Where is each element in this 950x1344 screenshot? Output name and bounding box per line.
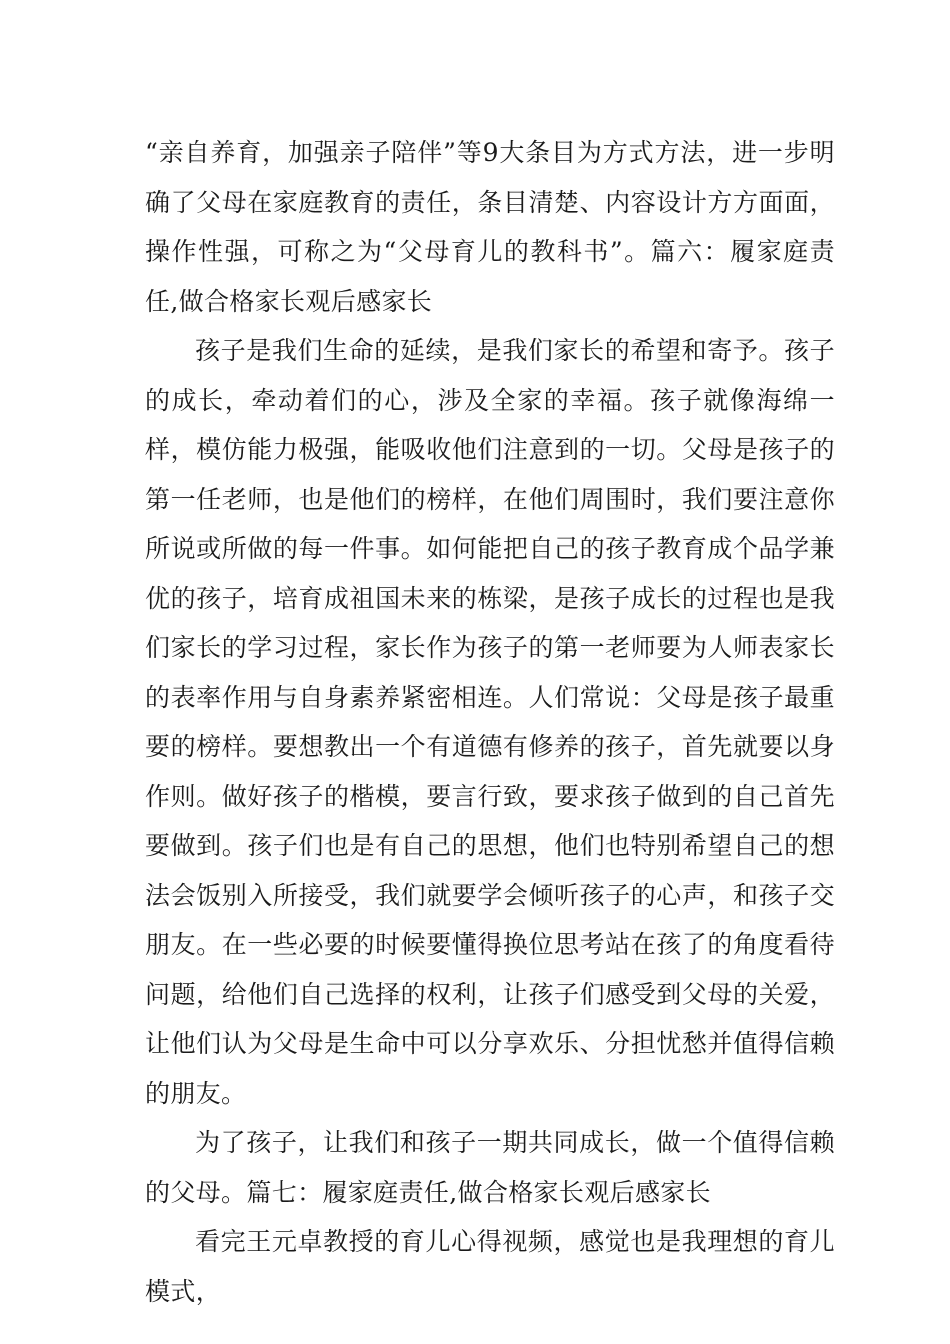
paragraph: 看完王元卓教授的育儿心得视频，感觉也是我理想的育儿模式，	[145, 1227, 835, 1306]
paragraph: 孩子是我们生命的延续，是我们家长的希望和寄予。孩子的成长，牵动着们的心，涉及全家的幸福。孩子就像海绵一样，模仿能力极强，能吸收他们注意到的一切。父母是孩子的第一任老师，也是他们的榜样，在他们周围时，我们要注意你所说或所做的每一件事。如何能把自己的孩子教育成个品学兼优的孩子，培育成祖国未来的栋梁，是孩子成长的过程也是我们家长的学习过程，家长作为孩子的第一老师要为人师表家长的表率作用与自身素养紧密相连。人们常说：父母是孩子最重要的榜样。要想教出一个有道德有修养的孩子，首先就要以身作则。做好孩子的楷模，要言行致，要求孩子做到的自己首先要做到。孩子们也是有自己的思想，他们也特别希望自己的想法会饭别入所接受，我们就要学会倾听孩子的心声，和孩子交朋友。在一些必要的时候要懂得换位思考站在孩了的角度看待问题，给他们自己选择的权利，让孩子们感受到父母的关爱，让他们认为父母是生命中可以分享欢乐、分担忧愁并值得信赖的朋友。	[145, 336, 835, 1108]
paragraph: “亲自养育，加强亲子陪伴”等9大条目为方式方法，进一步明确了父母在家庭教育的责任，条目清楚、内容设计方方面面，操作性强，可称之为“父母育儿的教科书”。篇六：履家庭责任,做合格家长观后感家长	[145, 138, 835, 316]
document-body	[145, 128, 835, 1316]
paragraph: 为了孩子，让我们和孩子一期共同成长，做一个值得信赖的父母。篇七：履家庭责任,做合格家长观后感家长	[145, 1128, 835, 1207]
